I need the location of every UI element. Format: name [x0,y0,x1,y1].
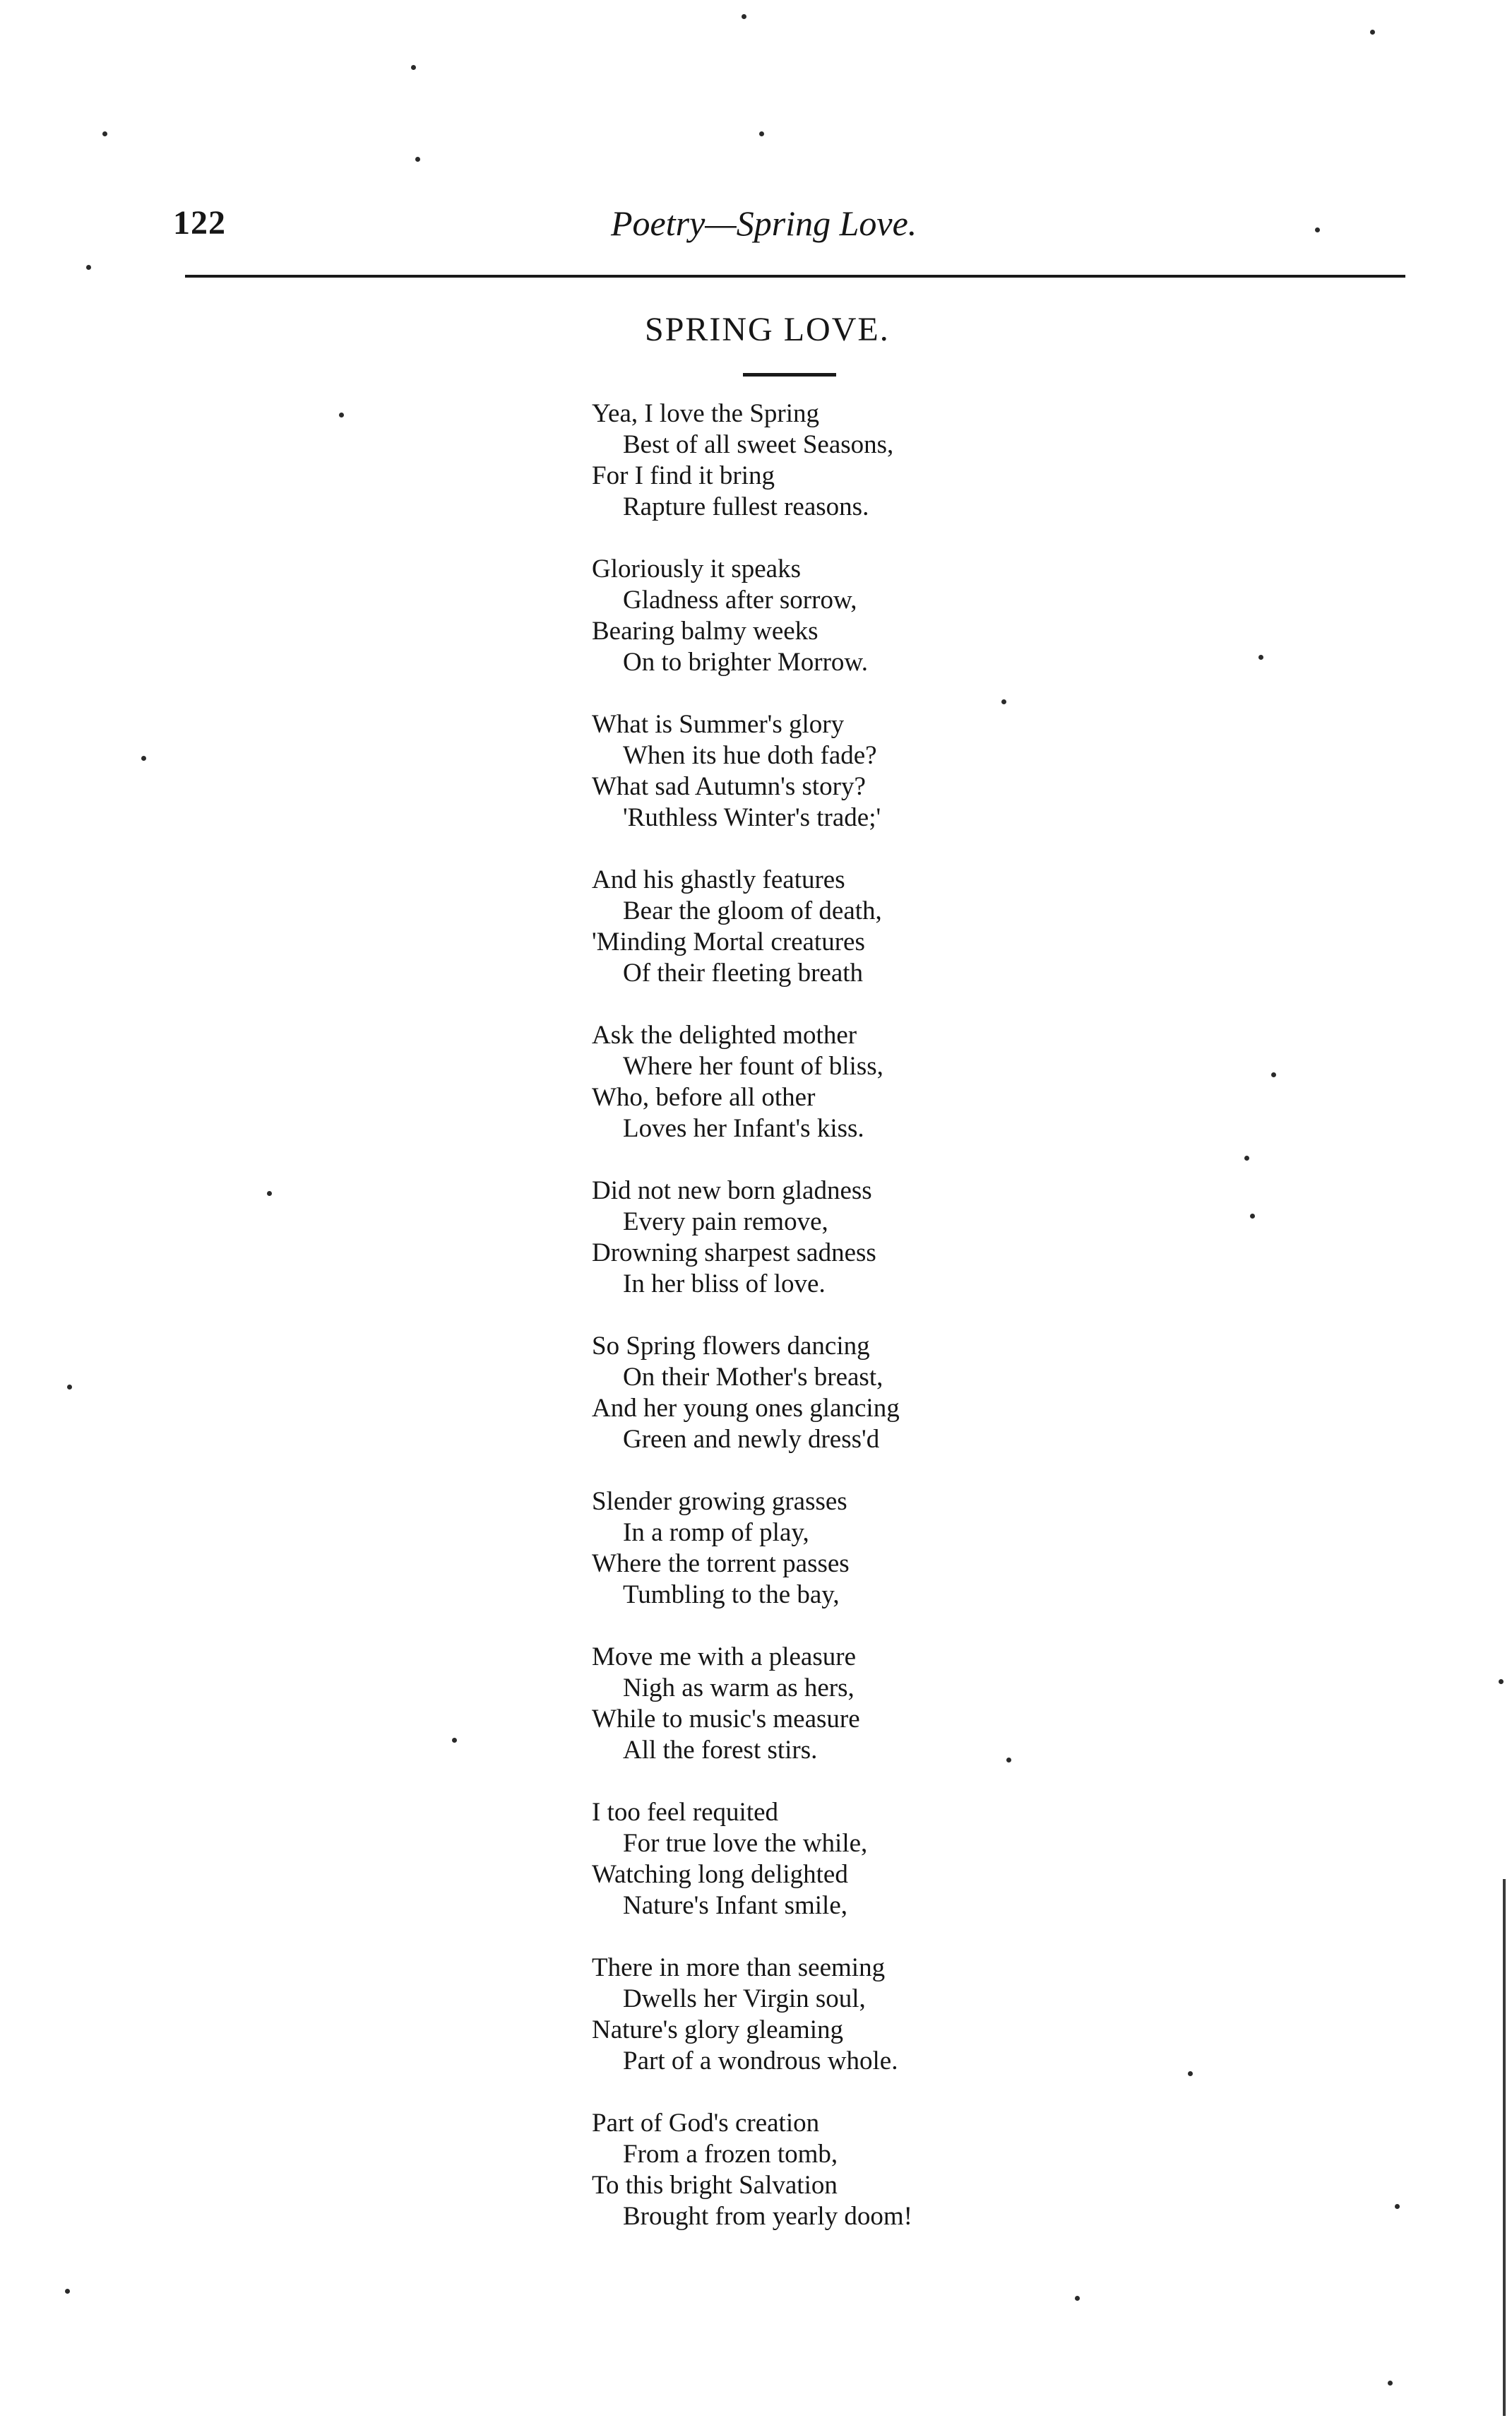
poem-line: Every pain remove, [623,1207,828,1236]
poem-line: Where the torrent passes [592,1549,850,1578]
poem-line: Watching long delighted [592,1860,848,1889]
stanza [592,1486,912,1611]
poem-line: While to music's measure [592,1705,860,1734]
stanza [592,398,912,523]
poem-line: And his ghastly features [592,865,845,894]
poem-line: Brought from yearly doom! [623,2202,912,2231]
scan-speck [1244,1156,1249,1161]
poem-line: What is Summer's glory [592,710,845,739]
scan-speck [102,131,107,136]
header-rule [185,275,1405,278]
poem-body [592,398,912,2263]
poem-line: In her bliss of love. [623,1269,826,1298]
poem-line: All the forest stirs. [623,1736,818,1765]
scan-speck [415,157,420,162]
scan-speck [1075,2296,1080,2301]
scan-speck [742,14,746,19]
poem-line: Best of all sweet Seasons, [623,430,894,459]
poem-line: To this bright Salvation [592,2171,838,2200]
scan-speck [1271,1072,1276,1077]
stanza [592,1642,912,1766]
poem-line: In a romp of play, [623,1518,809,1547]
stanza [592,554,912,678]
stanza [592,1020,912,1144]
poem-line: Where her fount of bliss, [623,1052,883,1081]
poem-line: On their Mother's breast, [623,1363,883,1392]
scan-margin-mark [1503,1879,1506,2416]
stanza [592,865,912,989]
poem-line: Part of a wondrous whole. [623,2046,898,2075]
scan-speck [1188,2071,1193,2076]
poem-line: There in more than seeming [592,1953,886,1982]
poem-line: Who, before all other [592,1083,816,1112]
scan-speck [141,756,146,761]
scan-speck [1499,1679,1504,1684]
stanza [592,1953,912,2077]
poem-line: Part of God's creation [592,2109,820,2138]
running-head: Poetry—Spring Love. [611,203,917,243]
scan-speck [86,265,91,270]
poem-line: Ask the delighted mother [592,1021,857,1050]
poem-line: On to brighter Morrow. [623,648,868,677]
poem-line: So Spring flowers dancing [592,1332,870,1361]
scan-speck [1395,2204,1400,2209]
poem-line: When its hue doth fade? [623,741,877,770]
poem-line: For I find it bring [592,461,775,490]
scan-speck [411,65,416,70]
poem-line: Green and newly dress'd [623,1425,880,1454]
poem-line: Slender growing grasses [592,1487,847,1516]
scan-speck [1388,2381,1393,2386]
page-number: 122 [173,204,226,242]
scan-speck [1258,655,1263,660]
poem-line: Gloriously it speaks [592,555,801,583]
poem-line: I too feel requited [592,1798,779,1827]
poem-line: Nigh as warm as hers, [623,1673,855,1702]
poem-line: And her young ones glancing [592,1394,900,1423]
poem-line: Did not new born gladness [592,1176,872,1205]
scan-speck [1001,699,1006,704]
scan-speck [339,413,344,417]
poem-line: Nature's Infant smile, [623,1891,847,1920]
stanza [592,1797,912,1921]
poem-line: Yea, I love the Spring [592,399,820,428]
poem-title: SPRING LOVE. [645,311,890,348]
poem-line: Gladness after sorrow, [623,586,857,615]
poem-line: What sad Autumn's story? [592,772,866,801]
poem-line: 'Ruthless Winter's trade;' [623,803,881,832]
scan-speck [67,1385,72,1390]
scan-speck [1006,1758,1011,1762]
scan-speck [1370,30,1375,35]
poem-line: Dwells her Virgin soul, [623,1984,866,2013]
poem-line: Bear the gloom of death, [623,896,882,925]
stanza [592,709,912,834]
poem-line: Rapture fullest reasons. [623,492,869,521]
stanza [592,1331,912,1455]
scan-speck [1315,227,1320,232]
poem-line: Loves her Infant's kiss. [623,1114,864,1143]
stanza [592,2108,912,2232]
poem-line: Tumbling to the bay, [623,1580,840,1609]
scan-speck [759,131,764,136]
poem-line: For true love the while, [623,1829,868,1858]
poem-line: Move me with a pleasure [592,1642,856,1671]
scan-speck [65,2289,70,2294]
poem-line: Nature's glory gleaming [592,2015,844,2044]
poem-line: Of their fleeting breath [623,959,864,988]
poem-line: Bearing balmy weeks [592,617,818,646]
poem-line: 'Minding Mortal creatures [592,928,865,956]
scan-speck [452,1738,457,1743]
title-rule [743,373,836,377]
poem-line: Drowning sharpest sadness [592,1238,876,1267]
poem-line: From a frozen tomb, [623,2140,838,2169]
stanza [592,1175,912,1300]
scan-speck [1250,1214,1255,1219]
scan-speck [267,1191,272,1196]
